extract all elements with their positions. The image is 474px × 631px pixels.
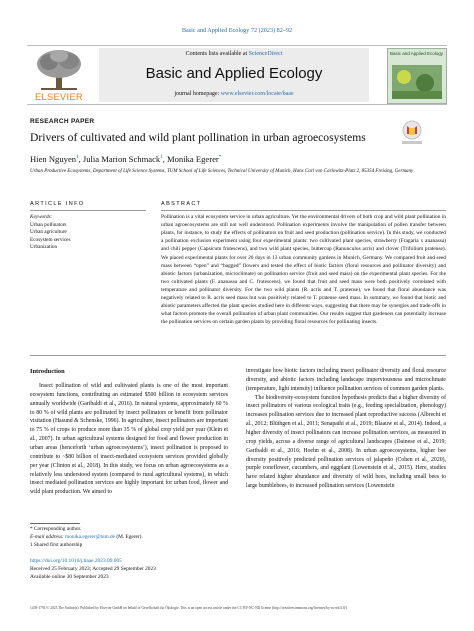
- homepage-line: [99, 91, 369, 97]
- article-type: RESEARCH PAPER: [30, 118, 95, 125]
- body-paragraph: investigate how biotic factors including insect pollinator diversity and floral resource diversity, and abiotic factors including landscape imperviousness and microclimate (temperature, light intensity) influence pollination services of common garden plants.: [246, 368, 446, 392]
- author-3-mark[interactable]: *: [218, 155, 222, 161]
- body-paragraph: The biodiversity-ecosystem function hypothesis predicts that a higher diversity of insect pollinators of various ecological traits (e.g., feeding specialization, phenology) increases pollination services due to increased plant reproductive success (Albrecht et al., 2012; Blüthgen et al., 2011; Senapathi et al., 2019; Blaauw et al., 2014). Indeed, a higher diversity of insect pollinators can increase pollination services, as measured in crop yields, across a diverse range of agricultural landscapes (Dainese et al., 2019; Garibaldi et al., 2016; Hoehn et al., 2008). In urban agroecosystems, higher bee diversity positively predicted pollination services of jalapeño (Cohen et al., 2020), purple coneflower, cucumbers, and eggplant (Lowenstein et al., 2015). Here, studies have related higher abundance and diversity of wild bees, including small bees to large bumblebees, to increased pollination services (Lowenstein: [246, 394, 446, 490]
- cover-title: Basic and Applied Ecology: [390, 51, 444, 56]
- author-2-mark[interactable]: 1: [160, 155, 163, 161]
- body-paragraph: Insect pollination of wild and cultivated plants is one of the most important ecosystem functions, contributing an estimated $500 billion in ecosystem services annually worldwide (Garibaldi et al., 2016). In natural systems, approximately 60 % to 80 % of wild plants are pollinated by insect pollinators or benefit from pollinator visitation (Hasund & Schenske, 1996). In agriculture, insect pollinators are important to 75 % of crops to produce more than 35 % of global crop yield per year (Klein et al., 2007). In urban agricultural systems designed for food and flower production in urban areas (henceforth ‘urban agroecosystems’), insect pollination is proposed to contribute to ~$80 billion of insect-mediated ecosystem services provided globally per year (Clinton et al., 2018). In this study, we focus on urban agroecosystems as a relatively less understood system (compared to rural agricultural systems), in which insect mediated pollination services are highly important for urban food, flower and wild plant production. We aimed to: [30, 383, 228, 496]
- author-1-mark[interactable]: 1: [76, 155, 79, 161]
- shared-authorship-note: 1 Shared first authorship: [30, 541, 83, 548]
- email-label: E-mail address:: [30, 533, 66, 540]
- sciencedirect-link[interactable]: ScienceDirect: [248, 51, 283, 57]
- contents-line: [99, 51, 369, 57]
- journal-cover-thumbnail[interactable]: [387, 48, 447, 104]
- journal-title: Basic and Applied Ecology: [145, 65, 323, 82]
- journal-header: [27, 45, 447, 105]
- abstract-bottom-rule: [30, 355, 446, 356]
- affiliation: Urban Productive Ecosystems, Department of Life Science Systems, TUM School of Life Sciences, Technical University of Munich, Hans Carl von Carlowitz-Platz 2, 85354 Freising, Germany: [30, 169, 414, 174]
- homepage-link[interactable]: www.elsevier.com/locate/baae: [220, 91, 294, 97]
- keyword-item: Ecosystem services: [30, 236, 71, 243]
- corresponding-author-note: * Corresponding author.: [30, 526, 82, 532]
- elsevier-wordmark: ELSEVIER: [34, 92, 84, 102]
- elsevier-logo[interactable]: [27, 48, 91, 102]
- introduction-heading: Introduction: [30, 368, 65, 375]
- email-suffix: (M. Egerer).: [115, 533, 143, 540]
- abstract-rule: [161, 210, 446, 211]
- keywords-block: [30, 214, 146, 252]
- cover-image-icon: [392, 65, 442, 99]
- article-info-heading: ARTICLE INFO: [30, 201, 85, 207]
- abstract-text: Pollination is a vital ecosystem service in urban agriculture. Yet the environmental drivers of both crop and wild plant pollination in urban agroecosystems are still not well understood. Pollination experiments involve the manipulation of pollen transfer between plants, for instance, to study the effects of pollinators on fruit and seed production (pollination service). In this study, we conducted a pollination exclusion experiment using four experimental plants: two cultivated plant species, strawberry (Fragaria x ananassa) and chili pepper (Capsicum frutescens), and two wild plant species, buttercup (Ranunculus acris) and clover (Trifolium pratense). We placed experimental plants for over 20 days in 13 urban community gardens in Munich, Germany. We compared fruit and seed mass between “open” and “bagged” flowers and tested the effect of biotic factors (floral resources and pollinator diversity) and abiotic factors (urbanization, microclimate) on pollination service (fruit and seed mass) on the experimental plant species. For the two cultivated plants (F. ananassa and C. frutescens), we found that fruit and seed mass were both positively correlated with temperature and pollinator diversity. For the two wild plants (R. acris and T. pratense), we found that floral abundance was negatively related to R. acris seed mass but was positively related to T. pratense seed mass. In summary, we found that biotic and abiotic parameters affected the plant species studied here in different ways, suggesting that there may be synergies and trade-offs in what factors promote the overall pollination of urban plant communities. Our results suggest that gardeners can potentially increase the pollination services on certain garden plants by providing floral resources for pollinating insects.: [161, 214, 446, 326]
- body-right-column: [246, 367, 446, 491]
- keyword-item: Urban pollinators: [30, 221, 67, 228]
- author-1[interactable]: Hien Nguyen: [30, 154, 77, 164]
- article-info-rule: [30, 210, 146, 211]
- keywords-label: Keywords:: [30, 214, 53, 220]
- keyword-item: Urbanization: [30, 244, 58, 251]
- check-for-updates-badge[interactable]: [400, 120, 424, 146]
- article-dates: [30, 557, 290, 582]
- tree-icon: [27, 48, 91, 92]
- received-accepted: Received 25 February 2023; Accepted 29 September 2023: [30, 566, 156, 573]
- email-link[interactable]: monika.egerer@tum.de: [65, 533, 116, 540]
- doi-link[interactable]: https://doi.org/10.1016/j.baae.2023.09.005: [30, 558, 122, 564]
- journal-reference[interactable]: Basic and Applied Ecology 72 (2023) 82–92: [181, 27, 293, 34]
- journal-banner: [99, 48, 369, 102]
- footnote-rule: [30, 523, 80, 524]
- author-list: Hien Nguyen$^1$, Julia Marion Schmack$^1$, Monika Egerer*: [30, 154, 222, 164]
- author-2[interactable]: Julia Marion Schmack: [82, 154, 161, 164]
- body-left-column: [30, 382, 228, 497]
- contents-prefix: Contents lists available at: [185, 51, 249, 57]
- article-title: Drivers of cultivated and wild plant pollination in urban agroecosystems: [30, 131, 366, 144]
- email-note: [30, 534, 230, 542]
- footnotes: [30, 526, 230, 550]
- homepage-prefix: journal homepage:: [174, 91, 221, 97]
- crossmark-icon: [400, 120, 424, 146]
- abstract-heading: ABSTRACT: [161, 201, 202, 207]
- copyright-line: 1439-1791/© 2023 The Author(s). Published by Elsevier GmbH on behalf of Gesellschaft für Ökologie. This is an open access article under the CC BY-NC-ND license (http://creativecommons.org/licenses/by-nc-nd/4.0/).: [30, 606, 348, 610]
- keyword-item: Urban agriculture: [30, 229, 67, 236]
- available-online: Available online 30 September 2023: [30, 574, 109, 581]
- author-3[interactable]: Monika Egerer: [166, 154, 219, 164]
